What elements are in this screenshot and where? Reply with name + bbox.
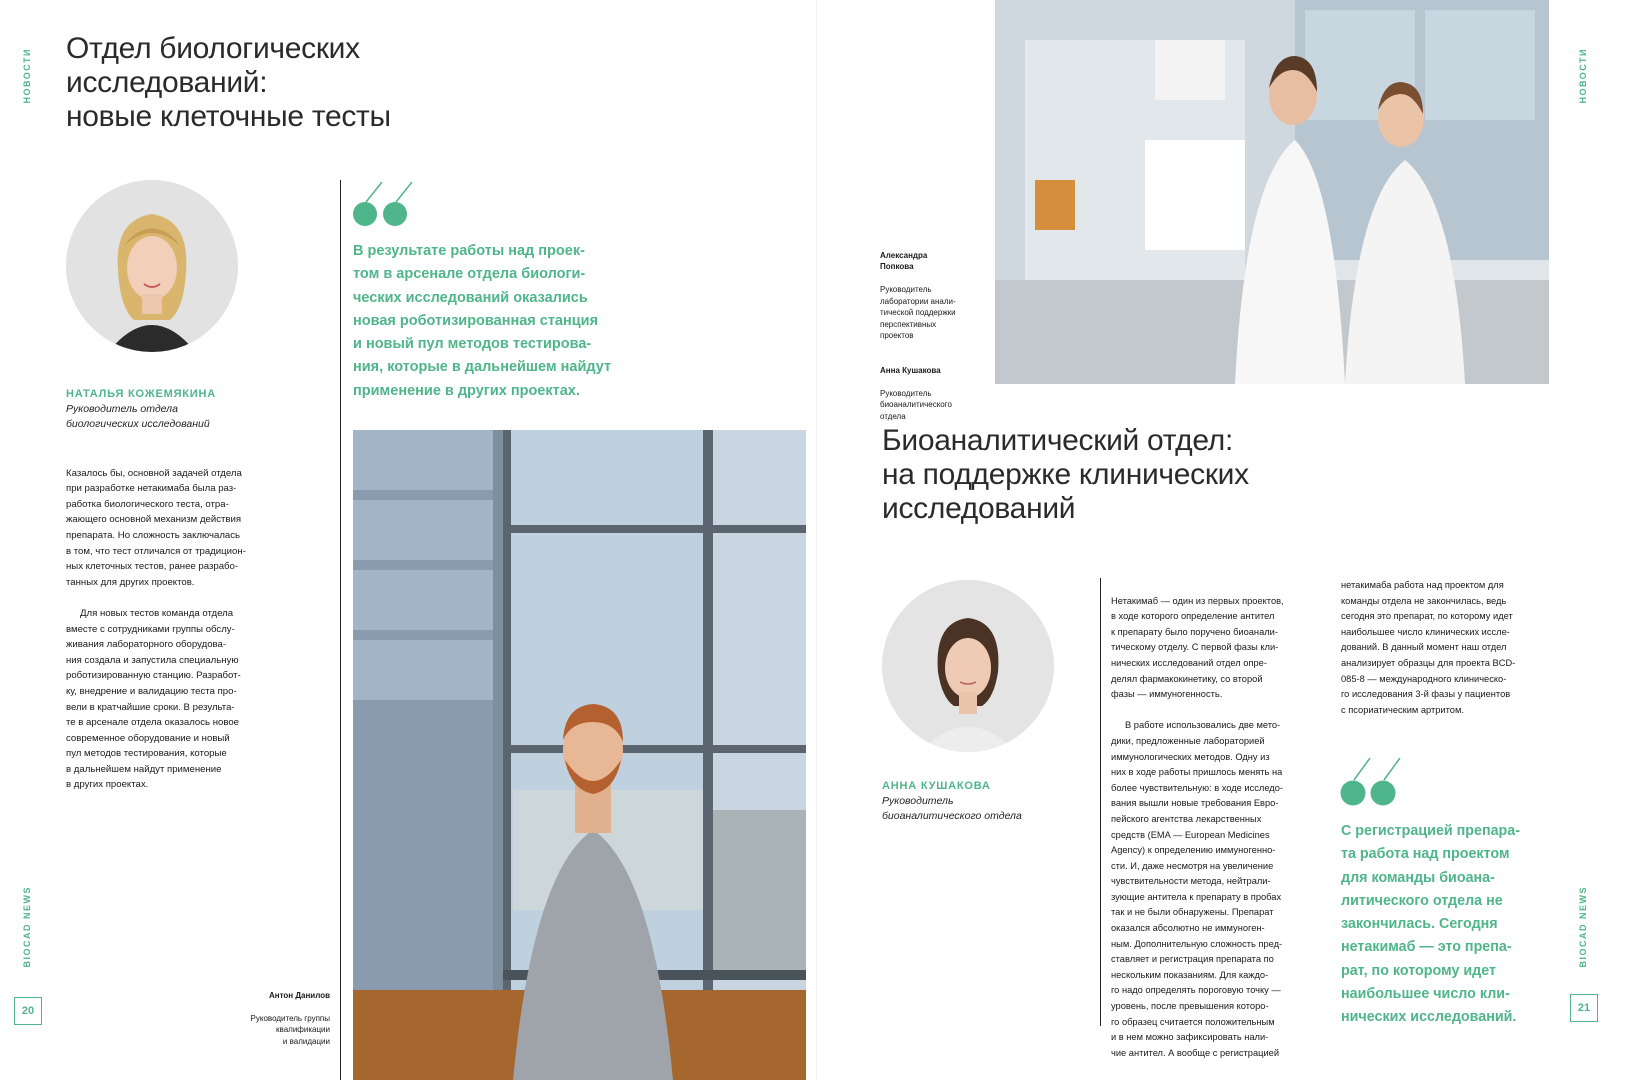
caption-name: Александра Попкова: [880, 250, 928, 271]
quote-mark-icon: [352, 182, 414, 228]
caption-role: Руководитель биоаналитического отдела: [880, 388, 952, 421]
pull-quote: С регистрацией препара- та работа над проектом для команды биоана- литического отдела не закончилась. Сегодня нетакимаб — это препа- рат, по которому идет наибольшее число кли- нических исследований.: [1341, 823, 1521, 1026]
woman-portrait-image: [66, 180, 238, 352]
body-paragraph: Казалось бы, основной задачей отдела при разработке нетакимаба была раз- работка биологического теста, отра- жающего основной механизм действия препарата. Но сложность заключалась в том, что тест отличался от традицион- ных клеточных тестов, ранее разрабо- танных для других проектов.: [66, 467, 246, 588]
section-label: НОВОСТИ: [22, 48, 32, 104]
article-body-column-1: [1111, 578, 1336, 1077]
lab-photo-caption: [880, 238, 990, 422]
photo-caption: [200, 978, 330, 1047]
caption-role: Руководитель лаборатории анали- тической поддержки перспективных проектов: [880, 285, 956, 340]
article-body: [66, 450, 326, 809]
woman-portrait-image: [882, 580, 1054, 752]
person-name: НАТАЛЬЯ КОЖЕМЯКИНА: [66, 388, 216, 400]
page-number: 21: [1570, 994, 1598, 1022]
employee-photo: [353, 430, 806, 1080]
magazine-label: BIOCAD NEWS: [22, 886, 32, 968]
body-paragraph: Нетакимаб — один из первых проектов, в ходе которого определение антител к препарату было поручено биоанали- тическому отделу. С первой фазы кли- нических исследований отдел опре- делял фармакокинетику, со второй фазы — иммуногенность.: [1111, 595, 1284, 700]
two-women-lab-image: [995, 0, 1549, 384]
magazine-label: BIOCAD NEWS: [1578, 886, 1588, 968]
section-label: НОВОСТИ: [1578, 48, 1588, 104]
column-rule: [1100, 578, 1101, 1026]
page-number: 20: [14, 997, 42, 1025]
person-name: АННА КУШАКОВА: [882, 780, 991, 792]
caption-name: Анна Кушакова: [880, 365, 941, 375]
column-rule: [340, 180, 341, 1080]
article-body-column-2: нетакимаба работа над проектом для команды отдела не закончилась, ведь сегодня это препарат, по которому идет наибольшее число клинических иссле- дований. В данный момент наш отдел анализирует образцы для проекта BCD- 085-8 — международного клиническо- го исследования 3-й фазы у пациентов с псориатическим артритом.: [1341, 580, 1516, 715]
pull-quote: В результате работы над проек- том в арсенале отдела биологи- ческих исследований оказались новая роботизированная станция и новый пул методов тестирова- ния, которые в дальнейшем найдут применение в других проектах.: [353, 243, 612, 399]
quote-mark-icon: [1340, 758, 1402, 808]
portrait-photo: [66, 180, 238, 352]
caption-name: Антон Данилов: [268, 990, 330, 1000]
article-headline: Отдел биологических исследований: новые клеточные тесты: [66, 32, 391, 133]
body-paragraph: Для новых тестов команда отдела вместе с сотрудниками группы обслу- живания лабораторного оборудова- ния создала и запустила специальную роботизированную станцию. Разработ- ку, внедрение и валидацию теста про- вели в кратчайшие сроки. В результа- те в арсенале отдела оказалось новое современное оборудование и новый пул методов тестирования, которые в дальнейшем найдут применение в других проектах.: [66, 607, 241, 791]
spread-gutter: [816, 0, 817, 1080]
person-role: Руководитель отдела биологических исследований: [66, 403, 210, 430]
lab-photo: [995, 0, 1549, 384]
portrait-photo: [882, 580, 1054, 752]
person-role: Руководитель биоаналитического отдела: [882, 795, 1022, 822]
article-headline: Биоаналитический отдел: на поддержке клинических исследований: [882, 424, 1249, 525]
man-at-window-image: [353, 430, 806, 1080]
body-paragraph: В работе использовались две мето- дики, предложенные лабораторией иммунологических методов. Одну из них в ходе работы пришлось менять на более чувствительную: в ходе исследо- вания вышли новые требования Евро- пейского агентства лекарственных средств (EMA — European Medicines Agency) к определению иммуногенно- сти. И, даже несмотря на увеличение чувствительности метода, нейтрали- зующие антитела к препарату в пробах так и не были обнаружены. Препарат оказался абсолютно не иммуноген- ным. Дополнительную сложность пред- ставляет и регистрация препарата по нескольким показаниям. Для каждо- го надо определять пороговую точку — уровень, после превышения которо- го образец считается положительным и в нем можно зафиксировать нали- чие антител. А вообще с регистрацией: [1111, 720, 1283, 1058]
caption-role: Руководитель группы квалификации и валидации: [250, 1013, 330, 1046]
